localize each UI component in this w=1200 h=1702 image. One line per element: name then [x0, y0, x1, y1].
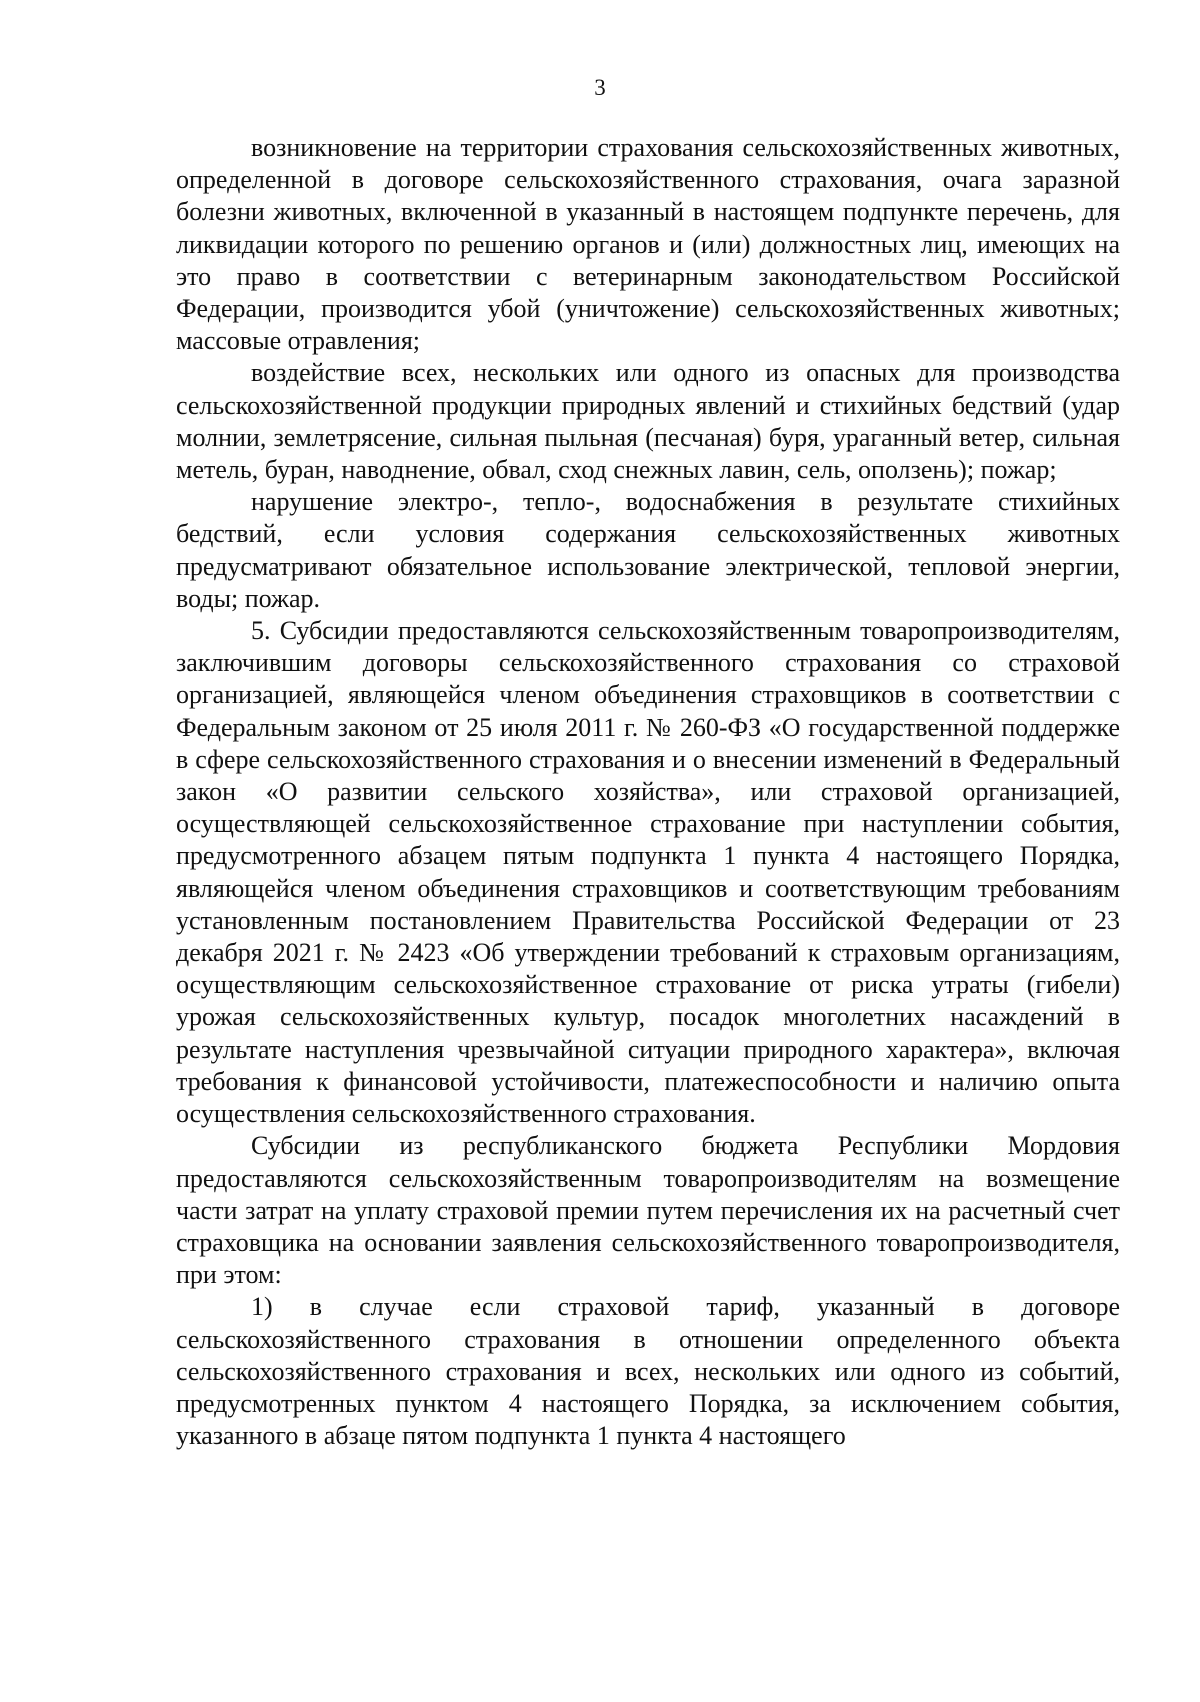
paragraph-subitem-1: 1) в случае если страховой тариф, указанный в договоре сельскохозяйственного страхования в отношении определенного объекта сельскохозяйственного страхования и всех, нескольких или одного из событий, предусмотренных пунктом 4 настоящего Порядка, за исключением события, указанного в абзаце пятом подпункта 1 пункта 4 настоящего	[176, 1292, 1120, 1451]
paragraph-outbreak: возникновение на территории страхования сельскохозяйственных животных, определенной в договоре сельскохозяйственного страхования, очага заразной болезни животных, включенной в указанный в настоящем подпункте перечень, для ликвидации которого по решению органов и (или) должностных лиц, имеющих на это право в соответствии с ветеринарным законодательством Российской Федерации, производится убой (уничтожение) сельскохозяйственных животных; массовые отравления;	[176, 133, 1120, 356]
paragraph-supply-disruption: нарушение электро-, тепло-, водоснабжения в результате стихийных бедствий, если условия содержания сельскохозяйственных животных предусматривают обязательное использование электрической, тепловой энергии, воды; пожар.	[176, 487, 1120, 613]
document-body	[176, 132, 1120, 1452]
paragraph-item-5: 5. Субсидии предоставляются сельскохозяйственным товаропроизводителям, заключившим договоры сельскохозяйственного страхования со страховой организацией, являющейся членом объединения страховщиков в соответствии с Федеральным законом от 25 июля 2011 г. № 260-ФЗ «О государственной поддержке в сфере сельскохозяйственного страхования и о внесении изменений в Федеральный закон «О развитии сельского хозяйства», или страховой организацией, осуществляющей сельскохозяйственное страхование при наступлении события, предусмотренного абзацем пятым подпункта 1 пункта 4 настоящего Порядка, являющейся членом объединения страховщиков и соответствующим требованиям установленным постановлением Правительства Российской Федерации от 23 декабря 2021 г. № 2423 «Об утверждении требований к страховым организациям, осуществляющим сельскохозяйственное страхование от риска утраты (гибели) урожая сельскохозяйственных культур, посадок многолетних насаждений в результате наступления чрезвычайной ситуации природного характера», включая требования к финансовой устойчивости, платежеспособности и наличию опыта осуществления сельскохозяйственного страхования.	[176, 616, 1120, 1129]
paragraph-subsidies: Субсидии из республиканского бюджета Республики Мордовия предоставляются сельскохозяйственным товаропроизводителям на возмещение части затрат на уплату страховой премии путем перечисления их на расчетный счет страховщика на основании заявления сельскохозяйственного товаропроизводителя, при этом:	[176, 1131, 1120, 1290]
paragraph-natural-hazards: воздействие всех, нескольких или одного из опасных для производства сельскохозяйственной продукции природных явлений и стихийных бедствий (удар молнии, землетрясение, сильная пыльная (песчаная) буря, ураганный ветер, сильная метель, буран, наводнение, обвал, сход снежных лавин, сель, оползень); пожар;	[176, 358, 1120, 485]
page-number: 3	[594, 75, 606, 100]
